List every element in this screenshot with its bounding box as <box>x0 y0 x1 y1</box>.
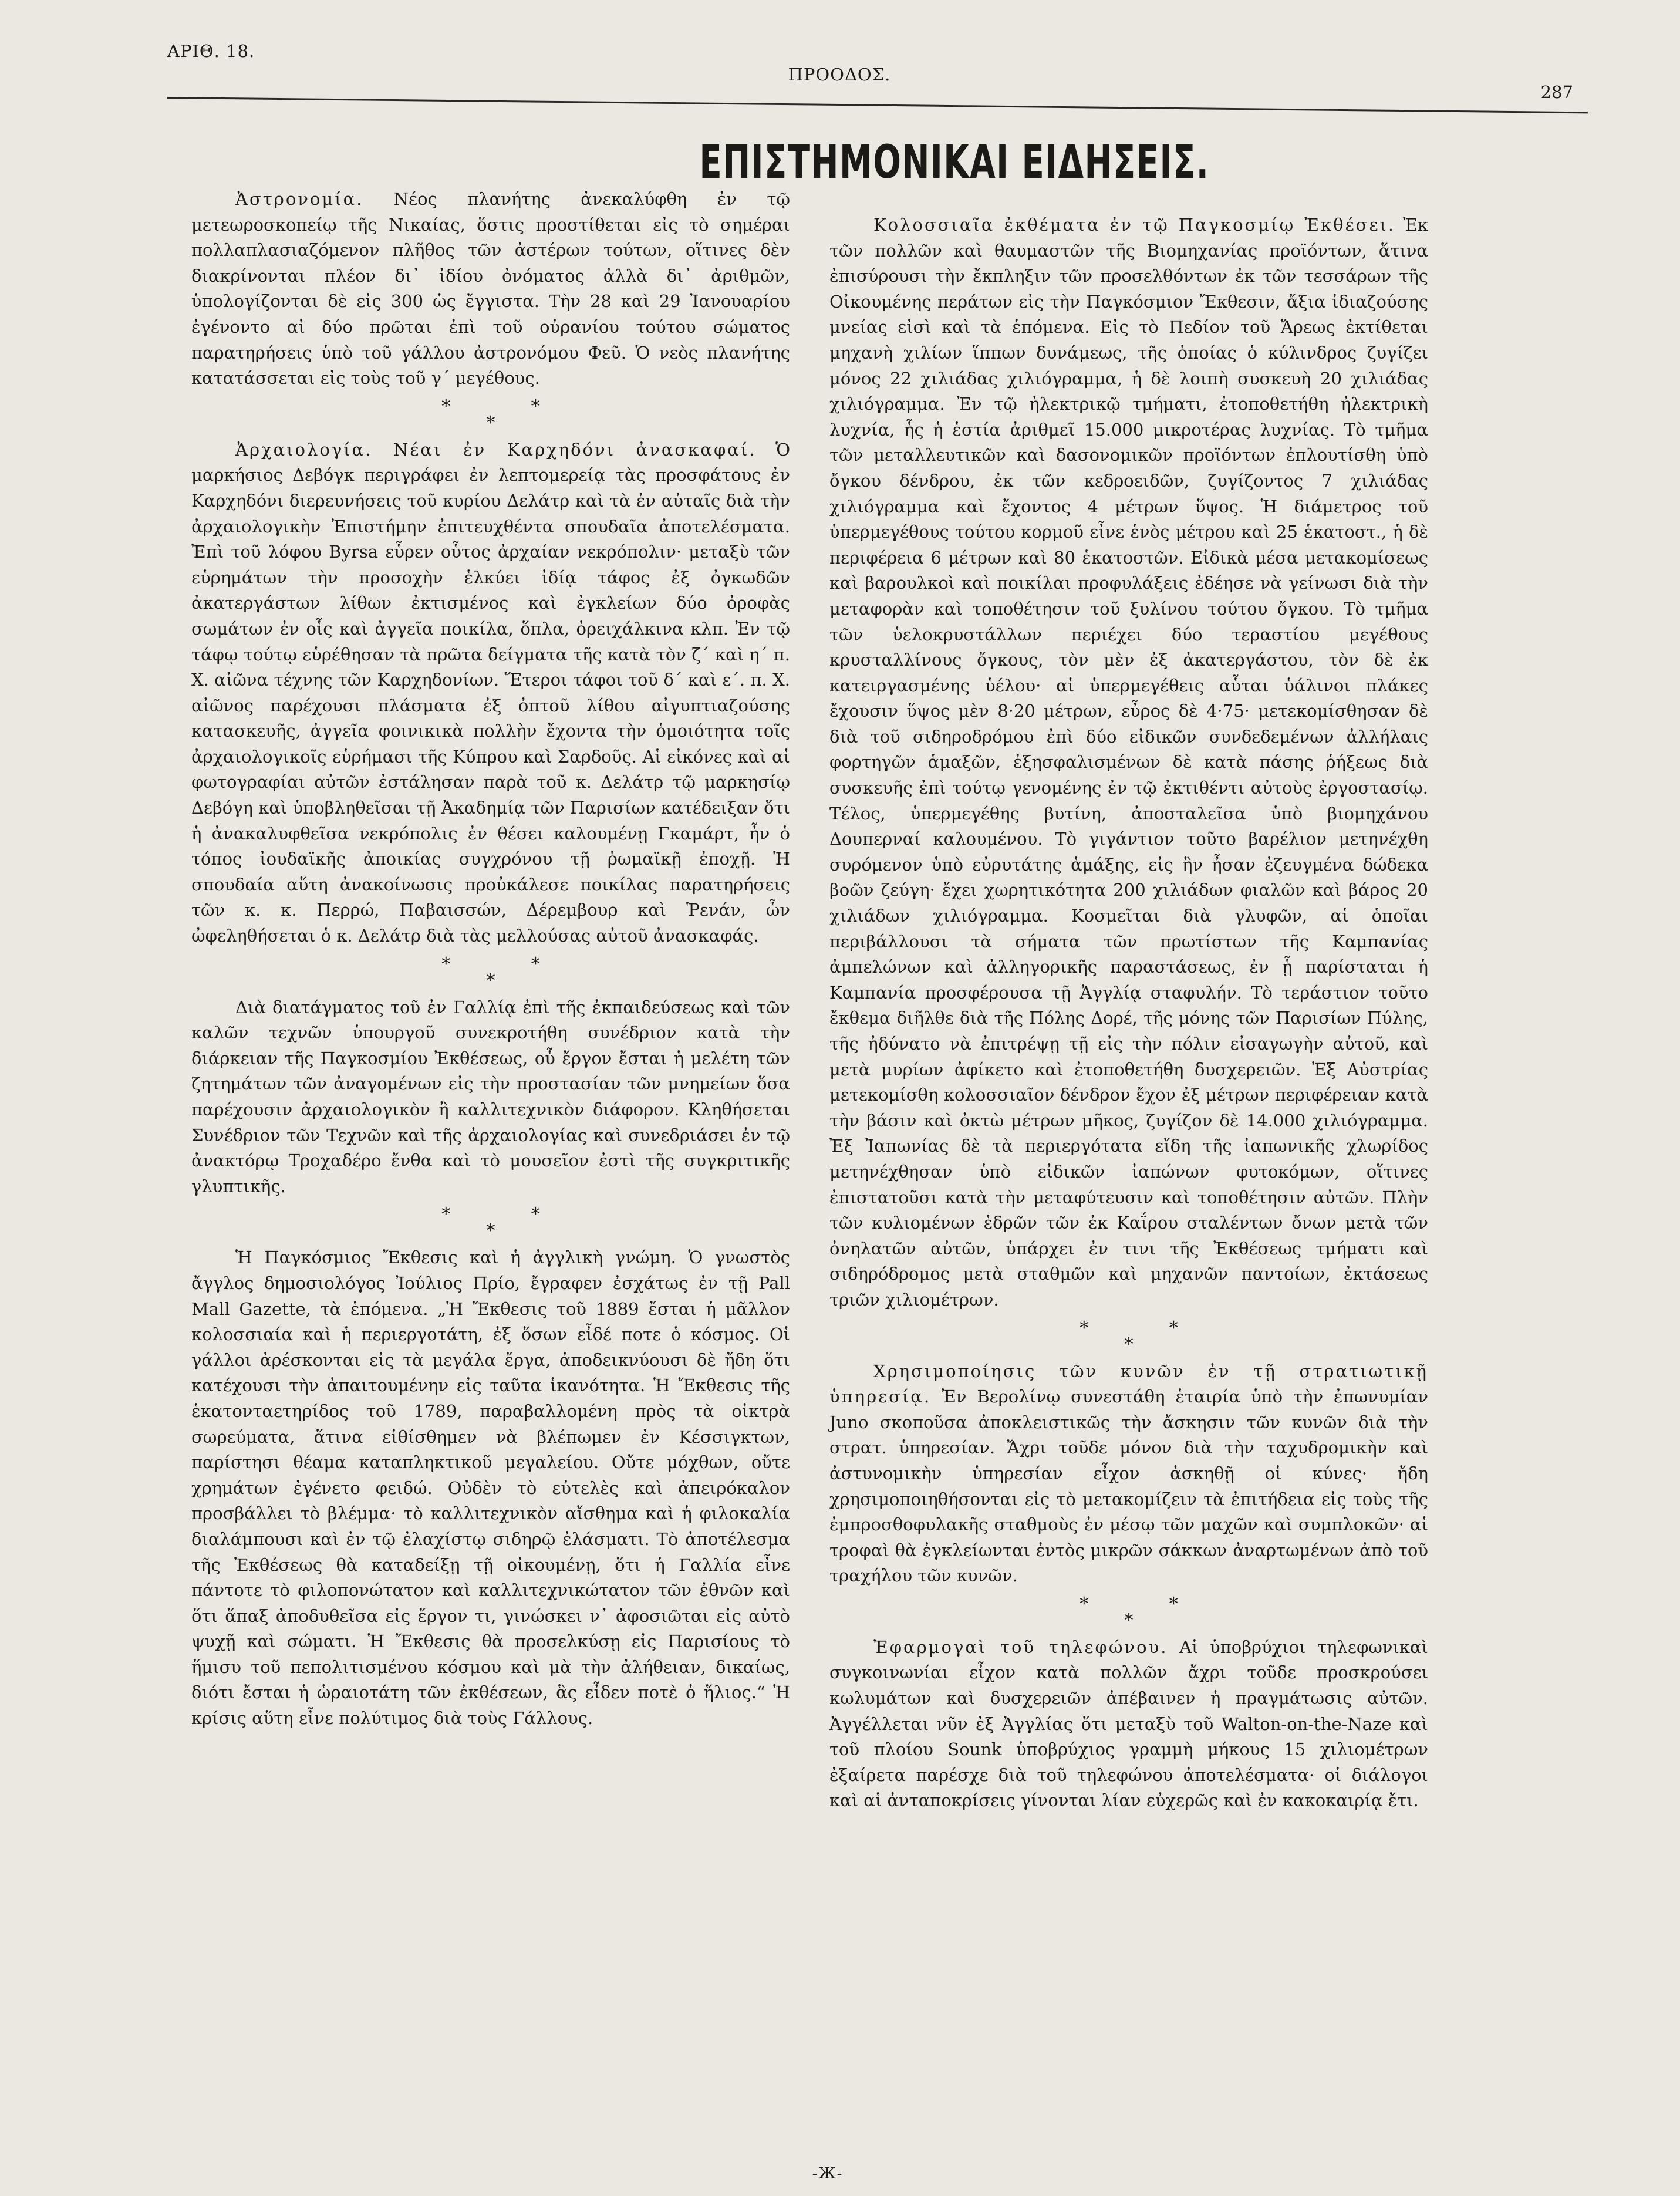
archaeology-kicker: Ἀρχαιολογία. Νέαι ἐν Καρχηδόνι ἀνασκαφαί. <box>235 439 757 460</box>
astronomy-article <box>191 187 790 392</box>
separator-bottom: * <box>1124 1610 1134 1631</box>
separator <box>191 1199 790 1245</box>
astronomy-text: Νέος πλανήτης ἀνεκαλύφθη ἐν τῷ μετεωροσκοπείῳ τῆς Νικαίας, ὅστις προστίθεται εἰς τὸ σημέραι πολλαπλασιαζόμενον πλῆθος τῶν ἀστέρων τούτων, οἵτινες δὲν διακρίνονται πλέον δι᾿ ἰδίου ὀνόματος ἀλλὰ δι᾿ ἀριθμῶν, ὑπολογίζονται δὲ εἰς 300 ὡς ἔγγιστα. Τὴν 28 καὶ 29 Ἰανουαρίου ἐγένοντο αἱ δύο πρῶται ἐπὶ τοῦ οὐρανίου τούτου σώματος παρατηρήσεις ὑπὸ τοῦ γάλλου ἀστρονόμου Φεῦ. Ὁ νεὸς πλανήτης κατατάσσεται εἰς τοὺς τοῦ γ΄ μεγέθους. <box>191 189 791 389</box>
footer-ornament: -Ж- <box>812 2165 844 2182</box>
archaeology-article <box>191 437 790 949</box>
telephone-text: Αἱ ὑποβρύχιοι τηλεφωνικαὶ συγκοινωνίαι εἶχον κατὰ πολλῶν ἄχρι τοῦδε προσκρούσει κωλυμάτων καὶ δυσχερειῶν ἀπέβαινεν ἡ πραγμάτωσις αὐτῶν. Ἀγγέλλεται νῦν ἐξ Ἀγγλίας ὅτι μεταξὺ τοῦ Walton-on-the-Naze καὶ τοῦ πλοίου Sounk ὑποβρύχιος γραμμὴ μήκους 15 χιλιομέτρων ἐξαίρετα παρέσχε διὰ τοῦ τηλεφώνου ἀποτελέσματα· οἱ διάλογοι καὶ αἱ ἀνταποκρίσεις γίνονται λίαν εὐχερῶς καὶ ἐν κακοκαιρίᾳ ἔτι. <box>829 1637 1428 1811</box>
dogs-kicker: Χρησιμοποίησις τῶν κυνῶν ἐν τῇ στρατιωτικῇ ὑπηρεσίᾳ. <box>829 1361 1428 1407</box>
separator <box>829 1589 1428 1635</box>
dogs-article <box>829 1359 1428 1589</box>
separator-top: * * <box>441 396 578 417</box>
separator-top: * * <box>1079 1317 1216 1338</box>
separator <box>191 392 790 437</box>
journal-name: ΠΡΟΟΔΟΣ. <box>788 65 891 85</box>
opinion-kicker: Ἡ Παγκόσμιος Ἔκθεσις καὶ ἡ ἀγγλικὴ γνώμη. <box>235 1247 676 1268</box>
decree-text: Διὰ διατάγματος τοῦ ἐν Γαλλίᾳ ἐπὶ τῆς ἐκπαιδεύσεως καὶ τῶν καλῶν τεχνῶν ὑπουργοῦ συνεκροτήθη συνέδριον κατὰ τὴν διάρκειαν τῆς Παγκοσμίου Ἐκθέσεως, οὗ ἔργον ἔσται ἡ μελέτη τῶν ζητημάτων τῶν ἀναγομένων εἰς τὴν προστασίαν τῶν μνημείων ὅσα παρέχουσιν ἀρχαιολογικὸν ἢ καλλιτεχνικὸν διάφορον. Κληθήσεται Συνέδριον τῶν Τεχνῶν καὶ τῆς ἀρχαιολογίας καὶ συνεδριάσει ἐν τῷ ἀνακτόρῳ Τροχαδέρο ἔνθα καὶ τὸ μουσεῖον ἐστὶ τῆς συγκριτικῆς γλυπτικῆς. <box>191 997 790 1196</box>
separator-top: * * <box>1079 1593 1216 1614</box>
exhibits-article <box>829 212 1428 1313</box>
left-column <box>191 187 790 1732</box>
issue-number: ΑΡΙΘ. 18. <box>167 41 255 61</box>
right-column <box>829 212 1428 1814</box>
telephone-article <box>829 1635 1428 1814</box>
astronomy-kicker: Ἀστρονομία. <box>235 189 364 209</box>
page-number: 287 <box>1540 82 1573 102</box>
decree-article <box>191 995 790 1200</box>
separator-bottom: * <box>486 970 495 991</box>
separator <box>191 949 790 995</box>
page-title: ΕΠΙΣΤΗΜΟΝΙΚΑΙ ΕΙΔΗΣΕΙΣ. <box>699 136 1210 189</box>
separator-bottom: * <box>1124 1334 1134 1355</box>
separator-top: * * <box>441 953 578 974</box>
telephone-kicker: Ἐφαρμογαὶ τοῦ τηλεφώνου. <box>873 1637 1168 1657</box>
exhibits-kicker: Κολοσσιαῖα ἐκθέματα ἐν τῷ Παγκοσμίῳ Ἐκθέσει. <box>873 215 1396 235</box>
opinion-text: Ὁ γνωστὸς ἄγγλος δημοσιολόγος Ἰούλιος Πρίο, ἔγραφεν ἐσχάτως ἐν τῇ Pall Mall Gazette, τὰ ἑπόμενα. „Ἡ Ἔκθεσις τοῦ 1889 ἔσται ἡ μᾶλλον κολοσσιαία καὶ ἡ περιεργοτάτη, ἐξ ὅσων εἶδέ ποτε ὁ κόσμος. Οἱ γάλλοι ἀρέσκονται εἰς τὰ μεγάλα ἔργα, ἀποδεικνύουσι δὲ ἤδη ὅτι κατέχουσι τὴν ἀπαιτουμένην εἰς ταῦτα ἱκανότητα. Ἡ Ἔκθεσις τῆς ἑκατονταετηρίδος τοῦ 1789, παραβαλλομένη πρὸς τὰ οἰκτρὰ σωρεύματα, ἅτινα εἰθίσθημεν νὰ βλέπωμεν ἐν Κέσσιγκτων, παρίστησι θέαμα καταπληκτικοῦ μεγαλείου. Οὔτε μόχθων, οὔτε χρημάτων ἐγένετο φειδώ. Οὐδὲν τὸ εὐτελὲς καὶ ἀπειρόκαλον προσβάλλει τὸ βλέμμα· τὸ καλλιτεχνικὸν αἴσθημα καὶ ἡ φιλοκαλία διαλάμπουσι καὶ ἐν τῷ ἐλαχίστῳ σιδηρῷ ἐλάσματι. Τὸ ἀποτέλεσμα τῆς Ἐκθέσεως θὰ καταδείξῃ τῇ οἰκουμένῃ, ὅτι ἡ Γαλλία εἶνε πάντοτε τὸ φιλοπονώτατον καὶ καλλιτεχνικώτατον τῶν ἐθνῶν καὶ ὅτι ἅπαξ ἀποδυθεῖσα εἰς ἔργον τι, γινώσκει ν᾿ ἀφοσιῶται εἰς αὐτὸ ψυχῇ καὶ σώματι. Ἡ Ἔκθεσις θὰ προσελκύσῃ εἰς Παρισίους τὸ ἥμισυ τοῦ πεπολιτισμένου κόσμου καὶ μὰ τὴν ἀλήθειαν, δικαίως, διότι ἔσται ἡ ὡραιοτάτη τῶν ἐκθέσεων, ἃς εἶδεν ποτὲ ὁ ἥλιος.“ Ἡ κρίσις αὕτη εἶνε πολύτιμος διὰ τοὺς Γάλλους. <box>191 1247 790 1729</box>
opinion-article <box>191 1245 790 1731</box>
separator <box>829 1313 1428 1359</box>
separator-bottom: * <box>486 1220 495 1242</box>
dogs-text: Ἐν Βερολίνῳ συνεστάθη ἑταιρία ὑπὸ τὴν ἐπωνυμίαν Juno σκοποῦσα ἀποκλειστικῶς τὴν ἄσκησιν τῶν κυνῶν διὰ τὴν στρατ. ὑπηρεσίαν. Ἄχρι τοῦδε μόνον διὰ τὴν ταχυδρομικὴν καὶ ἀστυνομικὴν ὑπηρεσίαν εἶχον ἀσκηθῇ οἱ κύνες· ἤδη χρησιμοποιηθήσονται εἰς τὸ μετακομίζειν τὰ ἐπιτήδεια εἰς τοὺς τῆς ἐμπροσθοφυλακῆς σταθμοὺς ἐν μέσῳ τῶν μαχῶν καὶ συμπλοκῶν· αἱ τροφαὶ θὰ ἐγκλείωνται ἐντὸς μικρῶν σάκκων ἀναρτωμένων ἀπὸ τοῦ τραχήλου τῶν κυνῶν. <box>829 1387 1429 1586</box>
header-rule <box>167 97 1588 113</box>
separator-top: * * <box>441 1204 578 1225</box>
separator-bottom: * <box>486 412 495 433</box>
archaeology-text: Ὁ μαρκήσιος Δεβόγκ περιγράφει ἐν λεπτομερείᾳ τὰς προσφάτους ἐν Καρχηδόνι διερευνήσεις τοῦ κυρίου Δελάτρ καὶ τὰ ἐν αὐταῖς διὰ τὴν ἀρχαιολογικὴν Ἐπιστήμην ἐπιτευχθέντα σπουδαῖα ἀποτελέσματα. Ἐπὶ τοῦ λόφου Byrsa εὗρεν οὗτος ἀρχαίαν νεκρόπολιν· μεταξὺ τῶν εὑρημάτων τὴν προσοχὴν ἑλκύει ἰδίᾳ τάφος ἐξ ὀγκωδῶν ἀκατεργάστων λίθων ἐκτισμένος καὶ ἐγκλείων δύο ὀροφὰς σωμάτων ἐν οἷς καὶ ἀγγεῖα ποικίλα, ὅπλα, ὀρειχάλκινα κλπ. Ἐν τῷ τάφῳ τούτῳ εὑρέθησαν τὰ πρῶτα δείγματα τῆς κατὰ τὸν ζ΄ καὶ η΄ π. Χ. αἰῶνα τέχνης τῶν Καρχηδονίων. Ἕτεροι τάφοι τοῦ δ΄ καὶ ε΄. π. Χ. αἰῶνος παρέχουσι πλάσματα ἐξ ὀπτοῦ λίθου αἰγυπτιαζούσης κατασκευῆς, ἀγγεῖα φοινικικὰ πολλὴν ἔχοντα τὴν ὁμοιότητα τοῖς ἀρχαιολογικοῖς εὑρήμασι τῆς Κύπρου καὶ Σαρδοῦς. Αἱ εἰκόνες καὶ αἱ φωτογραφίαι αὐτῶν ἐστάλησαν παρὰ τοῦ κ. Δελάτρ τῷ μαρκησίῳ Δεβόγη καὶ ὑποβληθεῖσαι τῇ Ἀκαδημίᾳ τῶν Παρισίων κατέδειξαν ὅτι ἡ ἀνακαλυφθεῖσα νεκρόπολις ἐν θέσει καλουμένῃ Γκαμάρτ, ἦν ὁ τόπος ἰουδαϊκῆς ἀποικίας συγχρόνου τῇ ῥωμαϊκῇ ἐποχῇ. Ἡ σπουδαία αὕτη ἀνακοίνωσις προὐκάλεσε ποικίλας παρατηρήσεις τῶν κ. κ. Περρώ, Παβαισσών, Δέρεμβουρ καὶ Ῥενάν, ὧν ὠφεληθήσεται ὁ κ. Δελάτρ διὰ τὰς μελλούσας αὐτοῦ ἀνασκαφάς. <box>191 439 790 946</box>
exhibits-text: Ἐκ τῶν πολλῶν καὶ θαυμαστῶν τῆς Βιομηχανίας προϊόντων, ἅτινα ἐπισύρουσι τὴν ἔκπληξιν τῶν προσελθόντων ἐκ τῶν τεσσάρων τῆς Οἰκουμένης περάτων εἰς τὴν Παγκόσμιον Ἔκθεσιν, ἄξια ἰδιαζούσης μνείας εἰσὶ καὶ τὰ ἑπόμενα. Εἰς τὸ Πεδίον τοῦ Ἄρεως ἐκτίθεται μηχανὴ χιλίων ἵππων δυνάμεως, τῆς ὁποίας ὁ κύλινδρος ζυγίζει μόνος 22 χιλιάδας χιλιόγραμμα, ἡ δὲ λοιπὴ συσκευὴ 20 χιλιάδας χιλιόγραμμα. Ἐν τῷ ἠλεκτρικῷ τμήματι, ἐτοποθετήθη ἠλεκτρικὴ λυχνία, ἧς ἡ ἑστία ἀριθμεῖ 15.000 μικροτέρας λυχνίας. Τὸ τμῆμα τῶν μεταλλευτικῶν καὶ δασονομικῶν προϊόντων ἐπλουτίσθη ὑπὸ ὄγκου δένδρου, ἐκ τῶν κεδροειδῶν, ζυγίζοντος 7 χιλιάδας χιλιόγραμμα καὶ ἔχοντος 4 μέτρων ὕψος. Ἡ διάμετρος τοῦ ὑπερμεγέθους τούτου κορμοῦ εἶνε ἑνὸς μέτρου καὶ 25 ἑκατοστ., ἡ δὲ περιφέρεια 6 μέτρων καὶ 80 ἑκατοστῶν. Εἰδικὰ μέσα μετακομίσεως καὶ βαρουλκοὶ καὶ ποικίλαι προφυλάξεις ἐδέησε νὰ γείνωσι διὰ τὴν μεταφορὰν καὶ τοποθέτησιν τοῦ ξυλίνου τούτου ὄγκου. Τὸ τμῆμα τῶν ὑελοκρυστάλλων περιέχει δύο τεραστίου μεγέθους κρυσταλλίνους ὄγκους, τὸν μὲν ἐξ ἀκατεργάστου, τὸν δὲ ἐκ κατειργασμένης ὑέλου· αἱ ὑπερμεγέθεις αὗται ὑάλινοι πλάκες ἔχουσιν ὕψος μὲν 8·20 μέτρων, εὖρος δὲ 4·75· μετεκομίσθησαν δὲ διὰ τοῦ σιδηροδρόμου ἐπὶ δύο εἰδικῶν συνδεδεμένων ἀλλήλαις φορτηγῶν ἁμαξῶν, ἐξησφαλισμένων δὲ κατὰ πάσης ῥήξεως διὰ συσκευῆς ἐπὶ τούτῳ γενομένης ἐν τῷ ἐκτιθέντι αὐτοὺς ἐργοστασίῳ. Τέλος, ὑπερμεγέθης βυτίνη, ἀποσταλεῖσα ὑπὸ βιομηχάνου Δουπερναί καλουμένου. Τὸ γιγάντιον τοῦτο βαρέλιον μετηνέχθη συρόμενον ὑπὸ εὐρυτάτης ἁμάξης, εἰς ἣν ἦσαν ἐζευγμένα δώδεκα βοῶν ζεύγη· ἔχει χωρητικότητα 200 χιλιάδων φιαλῶν καὶ βάρος 20 χιλιάδων χιλιόγραμμα. Κοσμεῖται διὰ γλυφῶν, αἱ ὁποῖαι περιβάλλουσι τὰ σήματα τῶν πρωτίστων τῆς Καμπανίας ἀμπελώνων καὶ ἀλληγορικῆς παραστάσεως, ἐν ᾗ παρίσταται ἡ Καμπανία προσφέρουσα τῇ Ἀγγλίᾳ σταφυλήν. Τὸ τεράστιον τοῦτο ἔκθεμα διῆλθε διὰ τῆς Πόλης Δορέ, τῆς μόνης τῶν Παρισίων Πύλης, τῆς ἠδύνατο νὰ ἐπιτρέψῃ τῇ εἰς τὴν πόλιν εἰσαγωγὴν αὐτοῦ, καὶ μετὰ μυρίων ἀφίκετο καὶ ἐτοποθετήθη δυσχερειῶν. Ἐξ Αὐστρίας μετεκομίσθη κολοσσιαῖον δένδρον ἔχον ἐξ μέτρων περιφέρειαν κατὰ τὴν βάσιν καὶ ὀκτὼ μέτρων μῆκος, ζυγίζον δὲ 14.000 χιλιόγραμμα. Ἐξ Ἰαπωνίας δὲ τὰ περιεργότατα εἴδη τῆς ἰαπωνικῆς χλωρίδος μετηνέχθησαν ὑπὸ εἰδικῶν ἰαπώνων φυτοκόμων, οἵτινες ἐπιστατοῦσι κατὰ τὴν μεταφύτευσιν καὶ τοποθέτησιν αὐτῶν. Πλὴν τῶν κυλιομένων ἑδρῶν τῶν ἐκ Καΐρου σταλέντων ὄνων μετὰ τῶν ὀνηλατῶν αὐτῶν, ὑπάρχει ἐν τινι τῆς Ἐκθέσεως τμήματι καὶ σιδηρόδρομος μετὰ σταθμῶν καὶ μηχανῶν παντοίων, ἐκτάσεως τριῶν χιλιομέτρων. <box>829 215 1429 1310</box>
